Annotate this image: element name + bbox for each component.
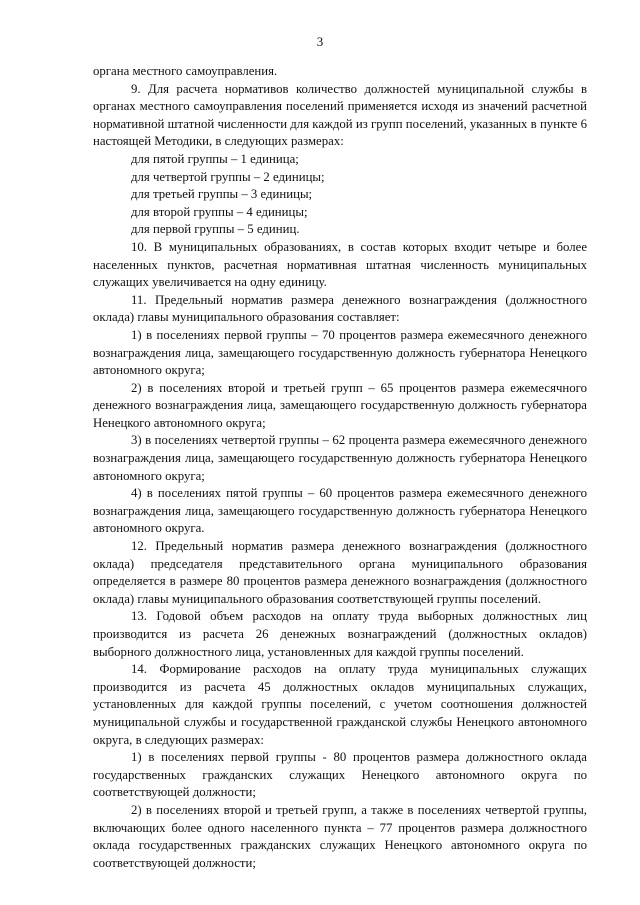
paragraph-item-11-sub-2: 2) в поселениях второй и третьей групп – 65 процентов размера ежемесячного денежного вознаграждения лица, замещающего государственную должность губернатора Ненецкого автономного округа; <box>93 380 587 430</box>
list-item-group-2: для второй группы – 4 единицы; <box>131 204 308 219</box>
paragraph-item-11: 11. Предельный норматив размера денежного вознаграждения (должностного оклада) главы муниципального образования составляет: <box>93 292 587 325</box>
page-number: 3 <box>316 34 324 49</box>
paragraph-item-9: 9. Для расчета нормативов количество должностей муниципальной службы в органах местного самоуправления поселений применяется исходя из значений расчетной нормативной штатной численности для каждой из групп поселений, указанных в пункте 6 настоящей Методики, в следующих размерах: <box>93 81 587 149</box>
paragraph-item-12: 12. Предельный норматив размера денежного вознаграждения (должностного оклада) председателя представительного органа муниципального образования определяется в размере 80 процентов размера денежного вознаграждения (должностного оклада) главы муниципального образования соответствующей группы поселений. <box>93 539 587 606</box>
paragraph-item-14-sub-2: 2) в поселениях второй и третьей групп, а также в поселениях четвертой группы, включающих более одного населенного пункта – 77 процентов размера должностного оклада государственных гражданских служащих Ненецкого автономного округа по соответствующей должности; <box>93 802 587 870</box>
list-item-group-1: для первой группы – 5 единиц. <box>131 222 300 237</box>
list-item-group-5: для пятой группы – 1 единица; <box>131 151 299 166</box>
paragraph-continuation: органа местного самоуправления. <box>93 64 278 78</box>
list-item-group-3: для третьей группы – 3 единицы; <box>131 187 313 202</box>
paragraph-item-11-sub-1: 1) в поселениях первой группы – 70 процентов размера ежемесячного денежного вознаграждения лица, замещающего государственную должность губернатора Ненецкого автономного округа; <box>93 327 587 378</box>
paragraph-item-13: 13. Годовой объем расходов на оплату труда выборных должностных лиц производится из расчета 26 денежных вознаграждений (должностных окладов) выборного должностного лица, установленных для каждой группы поселений. <box>93 609 587 659</box>
paragraph-item-10: 10. В муниципальных образованиях, в состав которых входит четыре и более населенных пунктов, расчетная нормативная штатная численность муниципальных служащих увеличивается на одну единицу. <box>93 239 587 290</box>
list-item-group-4: для четвертой группы – 2 единицы; <box>131 169 325 184</box>
paragraph-item-14: 14. Формирование расходов на оплату труда муниципальных служащих производится из расчета 45 должностных окладов муниципальных служащих, установленных для каждой группы поселений, с учетом соотношения должностей муниципальной службы и государственной гражданской службы Ненецкого автономного округа, в следующих размерах: <box>93 662 587 747</box>
paragraph-item-11-sub-3: 3) в поселениях четвертой группы – 62 процента размера ежемесячного денежного вознаграждения лица, замещающего государственную должность губернатора Ненецкого автономного округа; <box>93 433 587 483</box>
document-body <box>93 63 587 872</box>
paragraph-item-14-sub-1: 1) в поселениях первой группы - 80 процентов размера должностного оклада государственных гражданских служащих Ненецкого автономного округа по соответствующей должности; <box>93 750 587 800</box>
paragraph-item-11-sub-4: 4) в поселениях пятой группы – 60 процентов размера ежемесячного денежного вознаграждения лица, замещающего государственную должность губернатора Ненецкого автономного округа. <box>93 486 587 536</box>
